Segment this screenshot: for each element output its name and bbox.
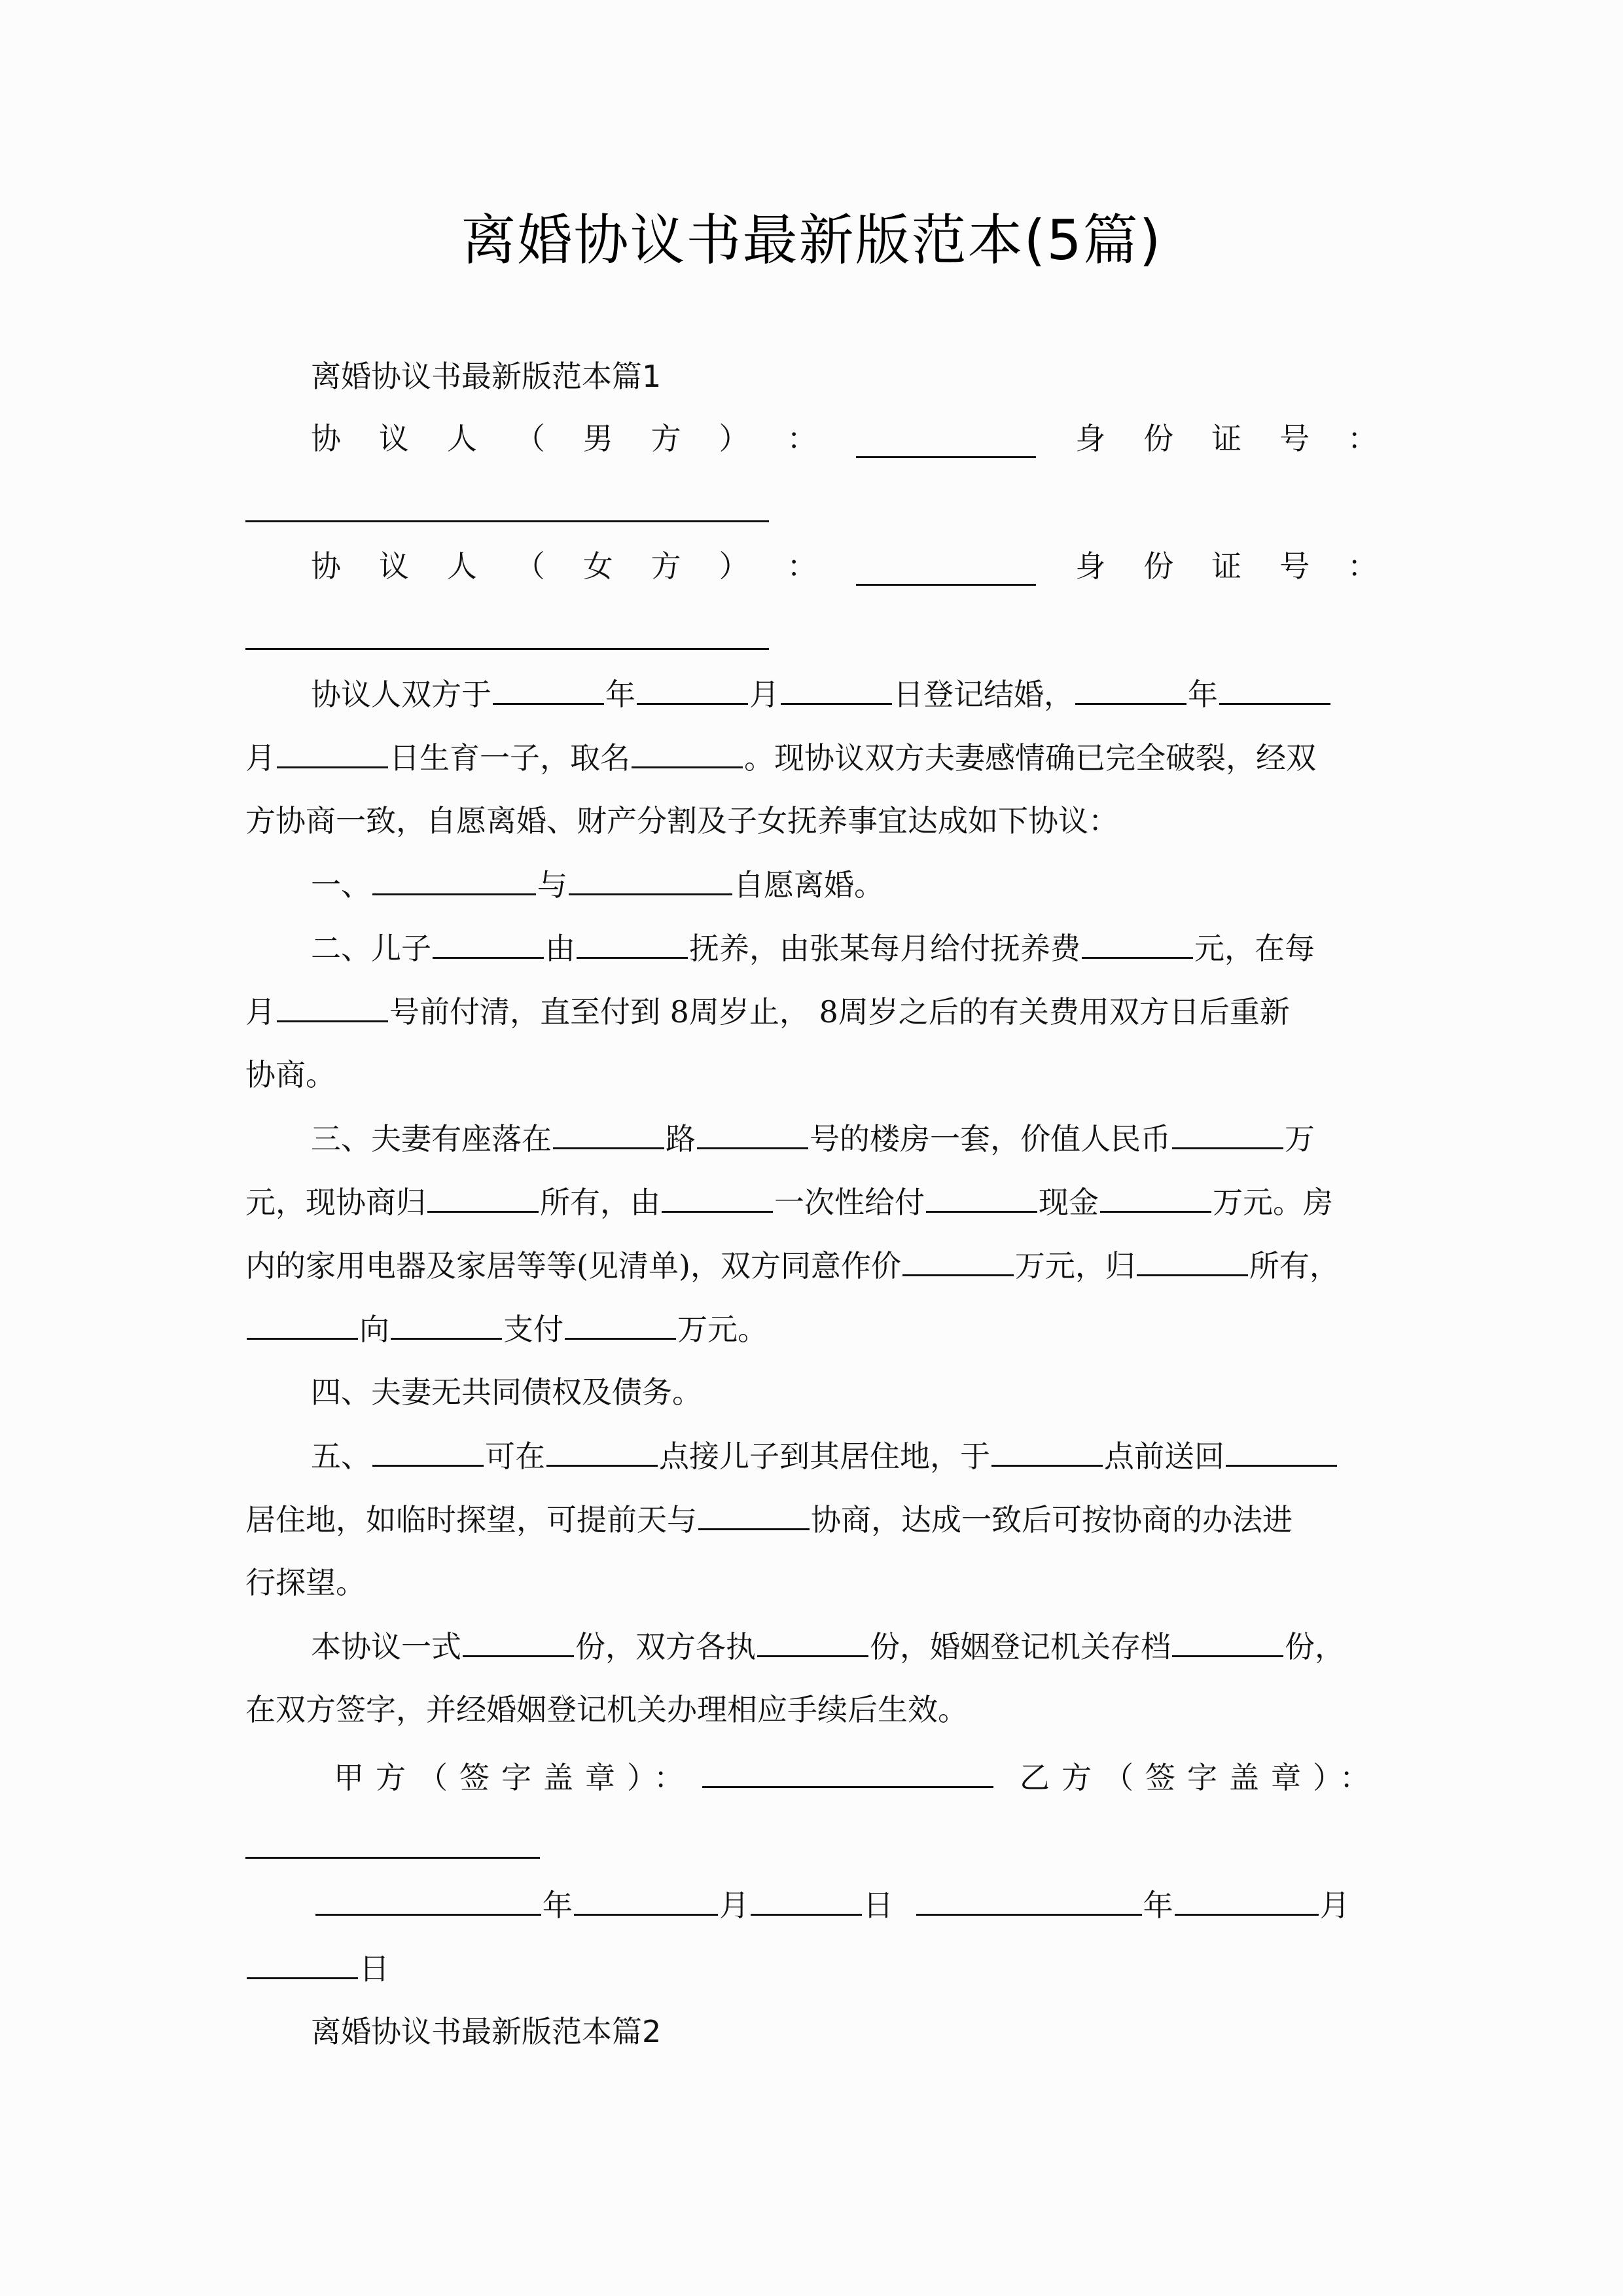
- text: ：: [787, 421, 817, 456]
- text: 与: [537, 867, 567, 903]
- text: 内的家用电器及家居等等(见清单)，双方同意作价: [245, 1248, 901, 1283]
- text: 证: [1211, 548, 1242, 584]
- blank[interactable]: [1172, 1119, 1283, 1149]
- intro-line-3: 方协商一致，自愿离婚、财产分割及子女抚养事宜达成如下协议：: [245, 803, 1118, 838]
- text: ：: [1347, 421, 1378, 456]
- blank[interactable]: [577, 928, 688, 959]
- text: 份，婚姻登记机关存档: [870, 1629, 1171, 1664]
- blank[interactable]: [781, 674, 892, 705]
- party-male-line: [311, 419, 1378, 458]
- party-b-year-blank[interactable]: [916, 1885, 1142, 1916]
- text: 份，双方各执: [575, 1629, 756, 1664]
- section-1-heading: 离婚协议书最新版范本篇1: [311, 359, 662, 394]
- text: 号: [1279, 548, 1310, 584]
- text: 方: [651, 421, 681, 456]
- blank[interactable]: [277, 738, 388, 768]
- text: ：: [787, 548, 817, 584]
- blank[interactable]: [372, 1436, 484, 1467]
- text: 万元。房: [1213, 1185, 1333, 1220]
- text: 元，在每: [1194, 931, 1315, 966]
- text: 月: [719, 1888, 749, 1923]
- text: 号前付清，直至付到 8周岁止， 8周岁之后的有关费用双方日后重新: [389, 994, 1290, 1030]
- text: 月: [245, 994, 276, 1030]
- text: 证: [1211, 421, 1242, 456]
- text: ）: [719, 548, 749, 584]
- text: 可在: [485, 1439, 545, 1474]
- text: 号的楼房一套，价值人民币: [810, 1121, 1171, 1157]
- blank[interactable]: [277, 992, 388, 1022]
- blank[interactable]: [1075, 674, 1186, 705]
- blank[interactable]: [546, 1436, 658, 1467]
- text: 年: [543, 1888, 573, 1923]
- text: 抚养，由张某每月给付抚养费: [689, 931, 1080, 966]
- date-line: [314, 1885, 1378, 1925]
- intro-line-2: [245, 738, 1378, 778]
- text: 协商，达成一致后可按协商的办法进: [811, 1502, 1293, 1537]
- blank[interactable]: [433, 928, 544, 959]
- blank[interactable]: [1100, 1182, 1211, 1213]
- blank[interactable]: [391, 1309, 502, 1340]
- blank[interactable]: [697, 1119, 808, 1149]
- text: 现金: [1039, 1185, 1099, 1220]
- copies-line-2: 在双方签字，并经婚姻登记机关办理相应手续后生效。: [245, 1692, 968, 1727]
- blank[interactable]: [991, 1436, 1103, 1467]
- text: 元，现协商归: [245, 1185, 426, 1220]
- text: 向: [359, 1312, 389, 1347]
- clause-3-line-2: [245, 1182, 1378, 1222]
- blank[interactable]: [553, 1119, 664, 1149]
- text: 二、儿子: [311, 931, 431, 966]
- text: 人: [446, 548, 477, 584]
- text: 人: [446, 421, 477, 456]
- blank[interactable]: [1219, 674, 1330, 705]
- text: 份: [1143, 548, 1174, 584]
- text: 一、: [311, 867, 371, 903]
- text: 万: [1285, 1121, 1315, 1157]
- blank[interactable]: [1172, 1626, 1283, 1657]
- clause-5-line-2: [245, 1499, 1378, 1539]
- text: 方: [651, 548, 681, 584]
- clause-2-line-1: [311, 928, 1378, 968]
- blank[interactable]: [1137, 1246, 1248, 1276]
- blank[interactable]: [757, 1626, 868, 1657]
- text: 男: [582, 421, 613, 456]
- clause-2-line-3: 协商。: [245, 1057, 336, 1092]
- blank[interactable]: [1082, 928, 1193, 959]
- text: 月: [749, 677, 779, 712]
- blank[interactable]: [637, 674, 748, 705]
- clause-3-line-3: [245, 1246, 1378, 1285]
- clause-5-line-3: 行探望。: [245, 1565, 366, 1600]
- text: 协议人双方于: [311, 677, 491, 712]
- text: 份，: [1285, 1629, 1345, 1664]
- document-title: 离婚协议书最新版范本(5篇): [461, 208, 1162, 272]
- blank[interactable]: [902, 1246, 1014, 1276]
- text: 点前送回: [1104, 1439, 1224, 1474]
- clause-2-line-2: [245, 992, 1378, 1031]
- blank[interactable]: [926, 1182, 1037, 1213]
- text: 协: [311, 548, 341, 584]
- party-b-signature-label: 乙方（签字盖章）：: [1020, 1760, 1382, 1795]
- party-b-month-blank[interactable]: [1175, 1885, 1319, 1916]
- party-b-day-blank[interactable]: [247, 1948, 358, 1979]
- party-a-signature-blank[interactable]: [702, 1757, 993, 1788]
- blank[interactable]: [565, 1309, 676, 1340]
- party-female-line: [311, 547, 1378, 586]
- text: 身: [1075, 421, 1106, 456]
- text: 点接儿子到其居住地，于: [659, 1439, 990, 1474]
- text: 万元，归: [1014, 1248, 1135, 1283]
- text: 议: [378, 548, 409, 584]
- intro-line-1: [311, 674, 1378, 714]
- text: 年: [1188, 677, 1218, 712]
- text: （: [514, 548, 545, 584]
- female-id-blank[interactable]: [245, 648, 769, 650]
- section-2-heading: 离婚协议书最新版范本篇2: [311, 2014, 662, 2049]
- text: 所有，由: [540, 1185, 660, 1220]
- female-name-blank[interactable]: [856, 555, 1036, 586]
- text: 所有，: [1249, 1248, 1340, 1283]
- text: 由: [545, 931, 575, 966]
- text: 日: [359, 1951, 389, 1986]
- blank[interactable]: [372, 865, 536, 895]
- male-name-blank[interactable]: [856, 427, 1036, 458]
- blank[interactable]: [632, 738, 743, 768]
- party-a-signature-label: 甲方（签字盖章）：: [334, 1760, 696, 1795]
- text: 份: [1143, 421, 1174, 456]
- blank[interactable]: [1226, 1436, 1337, 1467]
- text: 本协议一式: [311, 1629, 461, 1664]
- blank[interactable]: [698, 1499, 810, 1530]
- copies-line-1: [311, 1626, 1378, 1666]
- text: 议: [378, 421, 409, 456]
- text: 年: [605, 677, 635, 712]
- text: 月: [245, 740, 276, 776]
- text: 一次性给付: [774, 1185, 925, 1220]
- text: 路: [666, 1121, 696, 1157]
- text: ：: [1347, 548, 1378, 584]
- text: 支付: [503, 1312, 563, 1347]
- text: 日生育一子，取名: [389, 740, 630, 776]
- blank[interactable]: [427, 1182, 539, 1213]
- text: ）: [719, 421, 749, 456]
- text: 三、夫妻有座落在: [311, 1121, 552, 1157]
- text: 五、: [311, 1439, 371, 1474]
- party-a-day-blank[interactable]: [751, 1885, 862, 1916]
- text: 号: [1279, 421, 1310, 456]
- text: 女: [582, 548, 613, 584]
- blank[interactable]: [569, 865, 732, 895]
- party-a-month-blank[interactable]: [574, 1885, 718, 1916]
- clause-3-line-4: [245, 1309, 1378, 1349]
- blank[interactable]: [463, 1626, 574, 1657]
- text: 协: [311, 421, 341, 456]
- text: 万元。: [677, 1312, 768, 1347]
- text: 身: [1075, 548, 1106, 584]
- male-id-blank[interactable]: [245, 520, 769, 522]
- text: 居住地，如临时探望，可提前天与: [245, 1502, 697, 1537]
- party-a-year-blank[interactable]: [315, 1885, 541, 1916]
- text: 日登记结婚，: [893, 677, 1074, 712]
- text: 月: [1319, 1888, 1350, 1923]
- text: 。现协议双方夫妻感情确已完全破裂，经双: [744, 740, 1316, 776]
- blank[interactable]: [662, 1182, 773, 1213]
- date-line-2: [245, 1948, 1378, 1988]
- clause-4: 四、夫妻无共同债权及债务。: [311, 1374, 702, 1410]
- text: 年: [1143, 1888, 1173, 1923]
- signature-line: [334, 1757, 1382, 1797]
- party-b-signature-blank[interactable]: [245, 1857, 540, 1859]
- clause-5-line-1: [311, 1436, 1378, 1476]
- text: （: [514, 421, 545, 456]
- text: 自愿离婚。: [734, 867, 884, 903]
- clause-3-line-1: [311, 1119, 1378, 1158]
- clause-1: [311, 865, 1378, 905]
- blank[interactable]: [493, 674, 604, 705]
- text: 日: [863, 1888, 893, 1923]
- blank[interactable]: [247, 1309, 358, 1340]
